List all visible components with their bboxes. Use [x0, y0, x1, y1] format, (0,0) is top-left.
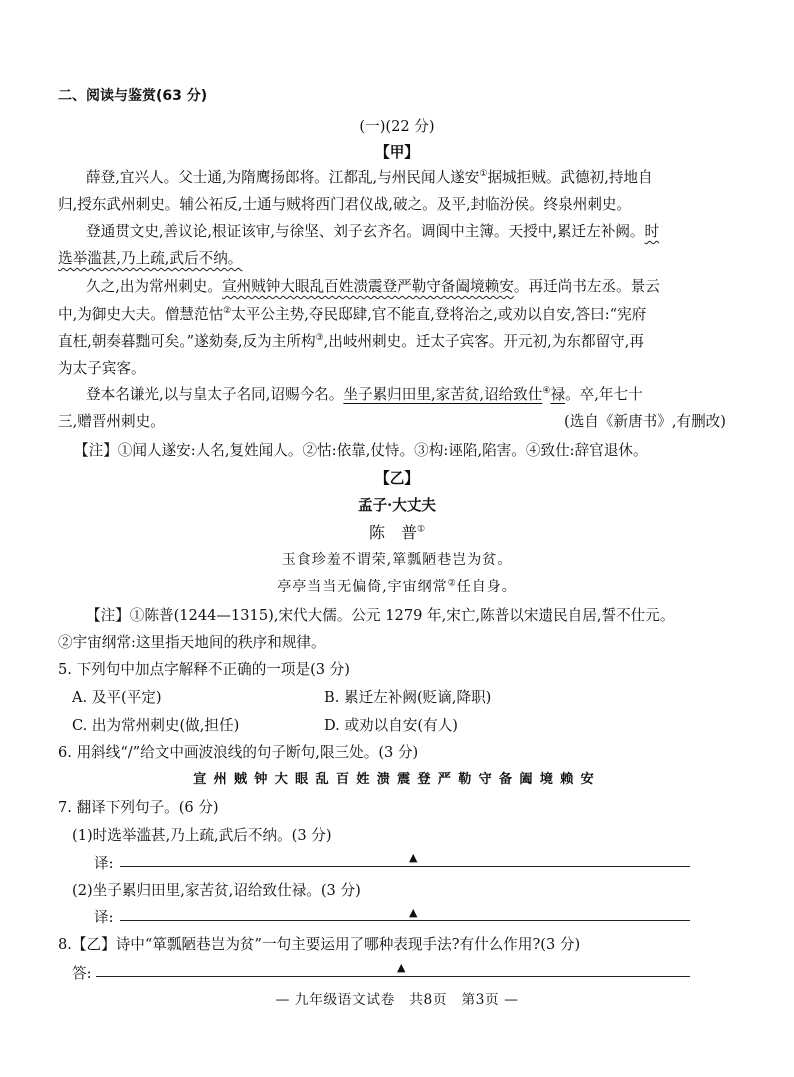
triangle-marker-icon: ▲ [397, 961, 406, 974]
answer-line-8[interactable] [96, 976, 690, 977]
poem-title: 孟子·大丈夫 [357, 497, 437, 514]
question-8: 8.【乙】诗中“箪瓢陋巷岂为贫”一句主要运用了哪种表现手法?有什么作用?(3 分) [58, 936, 581, 953]
answer-label-yi-1: 译: [94, 855, 114, 872]
q6-sentence: 宣州贼钟大眼乱百姓溃震登严勒守备阖境赖安 [193, 772, 601, 787]
question-6: 6. 用斜线“/”给文中画波浪线的句子断句,限三处。(3 分) [58, 744, 419, 761]
note-yi-line2: ②宇宙纲常:这里指天地间的秩序和规律。 [58, 634, 326, 651]
note-jia: 【注】①闻人遂安:人名,复姓闻人。②怙:依靠,仗恃。③构:诬陷,陷害。④致仕:辞官退休。 [74, 442, 648, 459]
q5-option-c: C. 出为常州刺史(做,担任) [72, 717, 240, 734]
poem-line-2: 亭亭当当无偏倚,宇宙纲常②任自身。 [277, 578, 517, 595]
poem-author: 陈 普① [368, 523, 426, 542]
section-title: 二、阅读与鉴赏(63 分) [58, 88, 208, 104]
q5-option-a: A. 及平(平定) [72, 689, 162, 706]
q7-item-1: (1)时选举滥甚,乃上疏,武后不纳。(3 分) [72, 827, 332, 844]
passage-jia-p1-line1: 薛登,宜兴人。父士通,为隋鹰扬郎将。江都乱,与州民闻人遂安①据城拒贼。武德初,持地自 [86, 169, 653, 186]
question-7: 7. 翻译下列句子。(6 分) [58, 799, 219, 816]
q5-option-b: B. 累迁左补阙(贬谪,降职) [324, 689, 492, 706]
passage-jia-p3-line3: 直枉,朝奏暮黜可矣。”遂劾奏,反为主所构③,出岐州刺史。迁太子宾客。开元初,为东都留守,再 [58, 333, 645, 350]
passage-jia-p3-line4: 为太子宾客。 [58, 360, 146, 377]
q7-item-2: (2)坐子累归田里,家苦贫,诏给致仕禄。(3 分) [72, 882, 361, 899]
q5-option-d: D. 或劝以自安(有人) [324, 717, 459, 734]
part1-title: (一)(22 分) [359, 118, 435, 135]
passage-jia-p3-line2: 中,为御史大夫。僧慧范怙②太平公主势,夺民邸肆,官不能直,登将治之,或劝以自安,答曰:“宪府 [58, 306, 647, 323]
triangle-marker-icon: ▲ [409, 906, 418, 919]
page-footer: — 九年级语文试卷 共8页 第3页 — [275, 992, 519, 1008]
passage-jia-p4-line1: 登本名谦光,以与皇太子名同,诏赐今名。坐子累归田里,家苦贫,诏给致仕④禄。卒,年七十 [86, 386, 643, 403]
answer-line-7-2[interactable] [120, 920, 690, 921]
passage-jia-p4-line2: 三,赠晋州刺史。 (选自《新唐书》,有删改) [58, 413, 726, 430]
passage-jia-p1-line2: 归,授东武州刺史。辅公祏反,士通与贼将西门君仪战,破之。及平,封临汾侯。终泉州刺史。 [58, 196, 632, 213]
passage-jia-p2-line2: 选举滥甚,乃上疏,武后不纳。 [58, 250, 243, 267]
poem-line-1: 玉食珍羞不谓荣,箪瓢陋巷岂为贫。 [281, 552, 513, 568]
answer-label-yi-2: 译: [94, 909, 114, 926]
passage-jia-p2-line1: 登通贯文史,善议论,根证该审,与徐坚、刘子玄齐名。调阆中主簿。天授中,累迁左补阙。时 [86, 223, 660, 240]
question-5: 5. 下列句中加点字解释不正确的一项是(3 分) [58, 661, 350, 678]
note-yi-line1: 【注】①陈普(1244—1315),宋代大儒。公元 1279 年,宋亡,陈普以宋遗民自居,誓不仕元。 [86, 607, 675, 624]
jia-title: 【甲】 [375, 144, 419, 161]
passage-jia-p3-line1: 久之,出为常州刺史。宣州贼钟大眼乱百姓溃震登严勒守备阖境赖安。再迁尚书左丞。景云 [86, 278, 660, 295]
answer-label-da: 答: [72, 965, 92, 982]
yi-title: 【乙】 [375, 470, 419, 487]
answer-line-7-1[interactable] [120, 866, 690, 867]
source-citation: (选自《新唐书》,有删改) [564, 413, 726, 430]
triangle-marker-icon: ▲ [409, 851, 418, 864]
